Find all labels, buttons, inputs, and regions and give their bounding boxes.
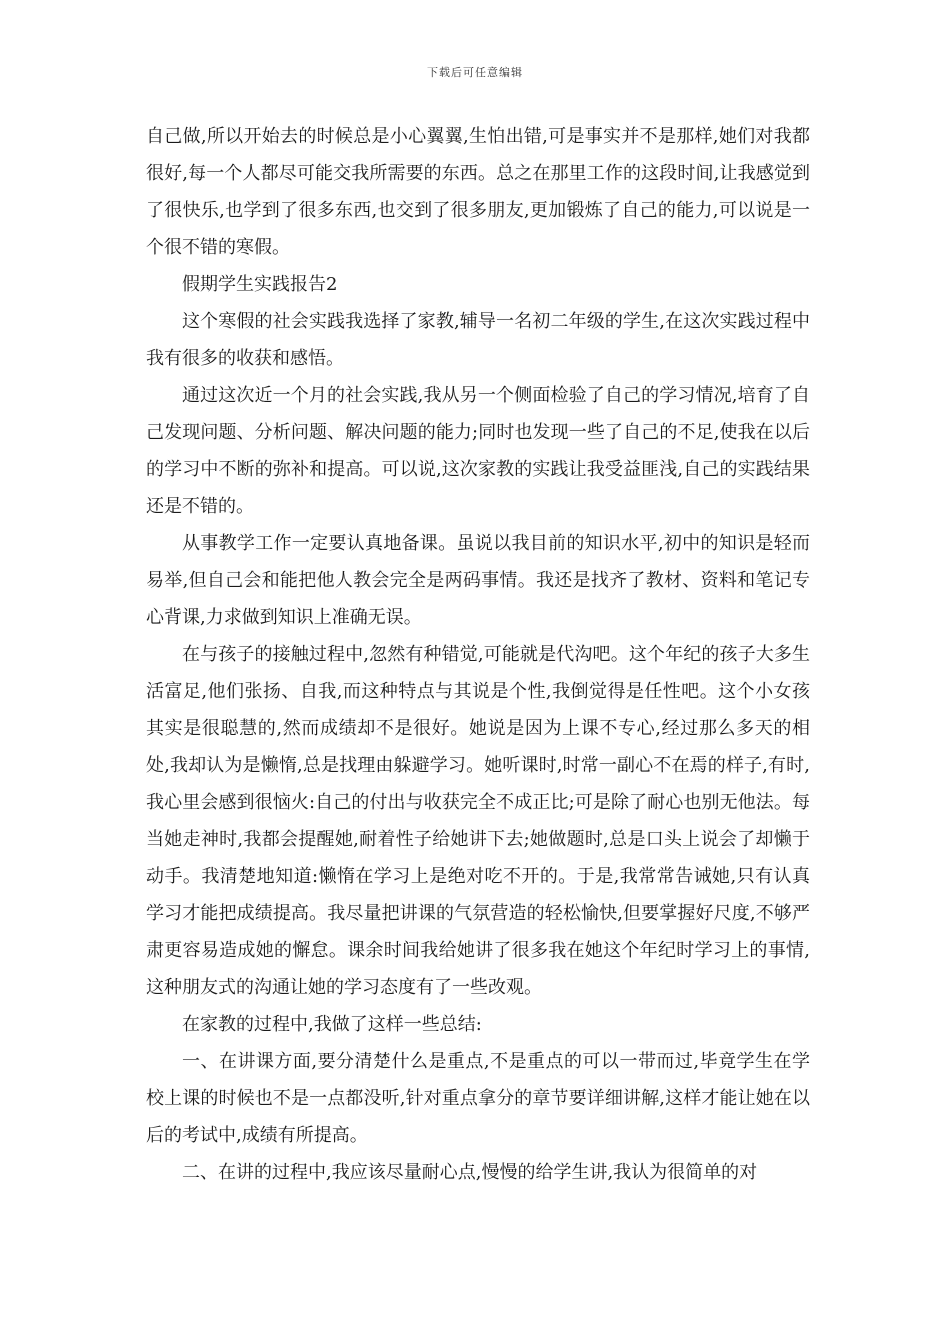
paragraph-practice: 通过这次近一个月的社会实践,我从另一个侧面检验了自己的学习情况,培育了自己发现问题、分析问题、解决问题的能力;同时也发现一些了自己的不足,使我在以后的学习中不断的弥补和提高。可以说,这次家教的实践让我受益匪浅,自己的实践结果还是不错的。 xyxy=(146,385,810,517)
page-header: 下载后可任意编辑 xyxy=(427,66,523,79)
document-body xyxy=(146,118,810,1191)
paragraph-student: 在与孩子的接触过程中,忽然有种错觉,可能就是代沟吧。这个年纪的孩子大多生活富足,他们张扬、自我,而这种特点与其说是个性,我倒觉得是任性吧。这个小女孩其实是很聪慧的,然而成绩却不是很好。她说是因为上课不专心,经过那么多天的相处,我却认为是懒惰,总是找理由躲避学习。她听课时,时常一副心不在焉的样子,有时,我心里会感到很恼火:自己的付出与收获完全不成正比;可是除了耐心也别无他法。每当她走神时,我都会提醒她,耐着性子给她讲下去;她做题时,总是口头上说会了却懒于动手。我清楚地知道:懒惰在学习上是绝对吃不开的。于是,我常常告诫她,只有认真学习才能把成绩提高。我尽量把讲课的气氛营造的轻松愉快,但要掌握好尺度,不够严肃更容易造成她的懈怠。课余时间我给她讲了很多我在她这个年纪时学习上的事情,这种朋友式的沟通让她的学习态度有了一些改观。 xyxy=(146,644,810,998)
paragraph-summary-intro: 在家教的过程中,我做了这样一些总结: xyxy=(182,1014,482,1035)
paragraph-intro: 这个寒假的社会实践我选择了家教,辅导一名初二年级的学生,在这次实践过程中我有很多的收获和感悟。 xyxy=(146,311,810,369)
paragraph-preparation: 从事教学工作一定要认真地备课。虽说以我目前的知识水平,初中的知识是轻而易举,但自己会和能把他人教会完全是两码事情。我还是找齐了教材、资料和笔记专心背课,力求做到知识上准确无误。 xyxy=(146,533,810,628)
paragraph-point-one: 一、在讲课方面,要分清楚什么是重点,不是重点的可以一带而过,毕竟学生在学校上课的时候也不是一点都没听,针对重点拿分的章节要详细讲解,这样才能让她在以后的考试中,成绩有所提高。 xyxy=(146,1051,810,1146)
section-title: 假期学生实践报告2 xyxy=(182,274,338,295)
paragraph-point-two: 二、在讲的过程中,我应该尽量耐心点,慢慢的给学生讲,我认为很简单的对 xyxy=(182,1162,758,1183)
paragraph-continuation: 自己做,所以开始去的时候总是小心翼翼,生怕出错,可是事实并不是那样,她们对我都很好,每一个人都尽可能交我所需要的东西。总之在那里工作的这段时间,让我感觉到了很快乐,也学到了很多东西,也交到了很多朋友,更加锻炼了自己的能力,可以说是一个很不错的寒假。 xyxy=(146,126,810,258)
